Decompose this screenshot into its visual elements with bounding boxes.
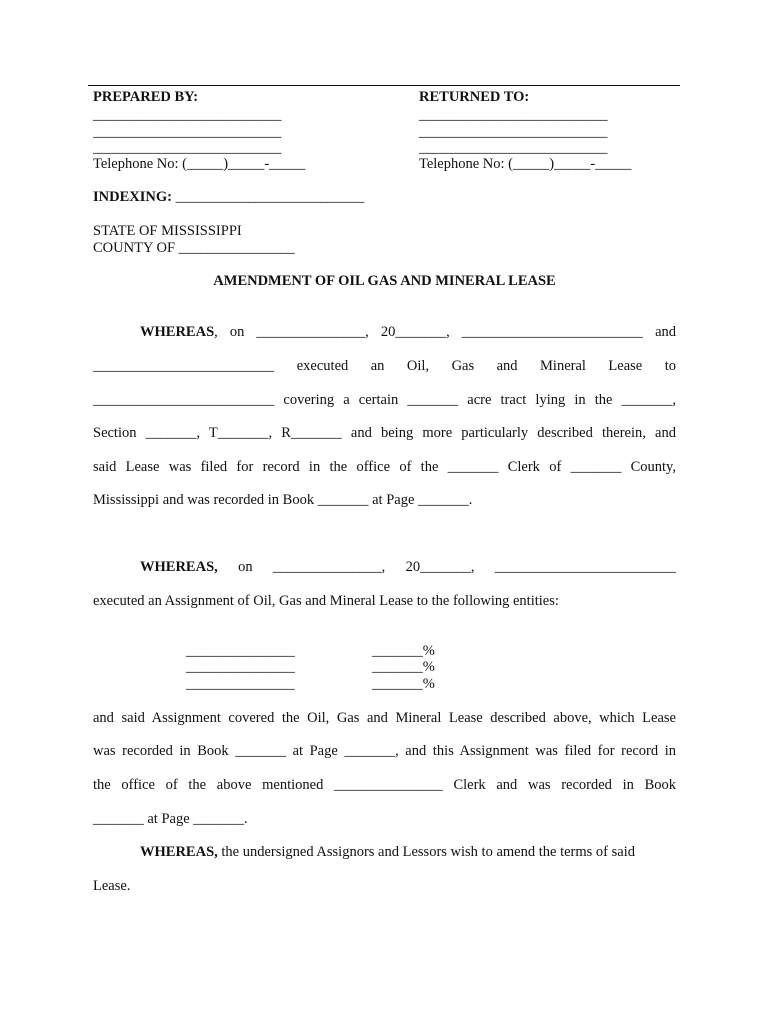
prepared-by-line-2[interactable]: __________________________ <box>93 124 282 140</box>
returned-to-label: RETURNED TO: <box>419 89 530 105</box>
entity-name-3[interactable]: _______________ <box>186 676 295 692</box>
entity-name-1[interactable]: _______________ <box>186 643 295 659</box>
whereas2-line-2: executed an Assignment of Oil, Gas and Mineral Lease to the following entities: <box>93 593 559 609</box>
whereas1-line-2: _________________________ executed an Oil, Gas and Mineral Lease to <box>93 358 676 374</box>
indexing-label: INDEXING: <box>93 189 172 205</box>
whereas1-line-1 <box>140 324 676 341</box>
whereas1-line-5: said Lease was filed for record in the office of the _______ Clerk of _______ County, <box>93 459 676 475</box>
entity-percent-1[interactable]: _______% <box>372 643 435 659</box>
state-line: STATE OF MISSISSIPPI <box>93 223 242 239</box>
assignment-line-1: and said Assignment covered the Oil, Gas and Mineral Lease described above, which Lease <box>93 710 676 726</box>
whereas3-line-1 <box>140 844 635 861</box>
header-rule <box>88 85 680 86</box>
prepared-by-line-3[interactable]: __________________________ <box>93 140 282 156</box>
returned-to-line-2[interactable]: __________________________ <box>419 124 608 140</box>
prepared-by-telephone[interactable]: Telephone No: (_____)_____-_____ <box>93 156 306 172</box>
assignment-line-4: _______ at Page _______. <box>93 811 248 827</box>
county-line[interactable]: COUNTY OF ________________ <box>93 240 295 256</box>
returned-to-telephone[interactable]: Telephone No: (_____)_____-_____ <box>419 156 632 172</box>
whereas3-line-1-text: the undersigned Assignors and Lessors wish to amend the terms of said <box>217 844 635 860</box>
whereas3-keyword: WHEREAS, <box>140 844 218 860</box>
assignment-line-2: was recorded in Book _______ at Page _______, and this Assignment was filed for record in <box>93 743 676 759</box>
whereas1-line-6: Mississippi and was recorded in Book _______ at Page _______. <box>93 492 473 508</box>
prepared-by-label: PREPARED BY: <box>93 89 199 105</box>
whereas2-line-1-text: on _______________, 20_______, _________________________ <box>238 559 677 575</box>
whereas1-line-3: _________________________ covering a certain _______ acre tract lying in the _______, <box>93 392 676 408</box>
whereas1-line-1-text: , on _______________, 20_______, _________________________ and <box>214 324 676 340</box>
whereas1-keyword: WHEREAS <box>140 324 215 340</box>
whereas2-keyword: WHEREAS, <box>140 559 218 575</box>
returned-to-line-3[interactable]: __________________________ <box>419 140 608 156</box>
entity-name-2[interactable]: _______________ <box>186 659 295 675</box>
entity-percent-2[interactable]: _______% <box>372 659 435 675</box>
indexing-blank[interactable]: __________________________ <box>171 189 365 205</box>
prepared-by-line-1[interactable]: __________________________ <box>93 107 282 123</box>
returned-to-line-1[interactable]: __________________________ <box>419 107 608 123</box>
assignment-line-3: the office of the above mentioned _______________ Clerk and was recorded in Book <box>93 777 676 793</box>
whereas1-line-4: Section _______, T_______, R_______ and being more particularly described therein, and <box>93 425 676 441</box>
document-title: AMENDMENT OF OIL GAS AND MINERAL LEASE <box>213 273 556 289</box>
indexing-row <box>93 189 364 206</box>
whereas2-line-1 <box>140 559 676 576</box>
whereas3-line-2: Lease. <box>93 878 131 894</box>
entity-percent-3[interactable]: _______% <box>372 676 435 692</box>
